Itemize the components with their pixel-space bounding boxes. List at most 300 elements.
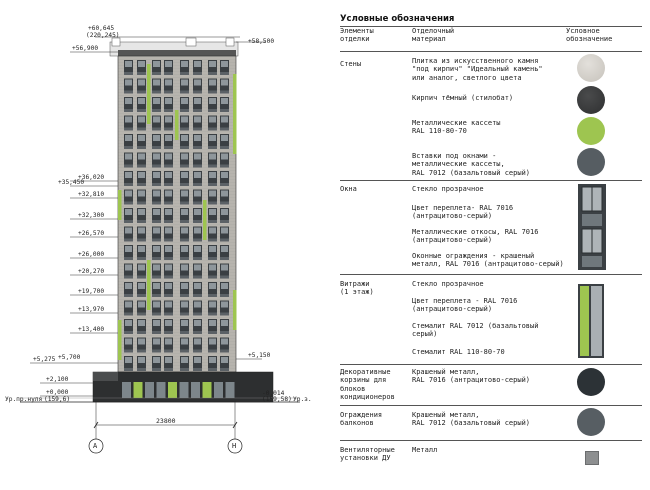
window-glass — [221, 209, 228, 215]
under-window-insert — [164, 294, 173, 297]
window-glass — [153, 117, 160, 123]
green-cassette — [147, 64, 151, 124]
under-window-insert — [164, 183, 173, 186]
legend-element-balcony-railings: Ограждения балконов — [340, 411, 383, 428]
under-window-insert — [180, 257, 189, 260]
window-glass — [194, 135, 201, 141]
roof-vent — [112, 38, 120, 46]
legend-material: Крашеный металл, RAL 7016 (антрацитово-серый) — [412, 368, 531, 385]
window-glass — [165, 61, 172, 67]
legend-material: Крашеный металл, RAL 7012 (базальтовый серый) — [412, 411, 531, 428]
window-glass — [138, 246, 145, 252]
under-window-insert — [193, 350, 202, 353]
window-glass — [153, 339, 160, 345]
window-glass — [153, 80, 160, 86]
legend-material: Стекло прозрачное — [412, 185, 484, 193]
ground-zero-abs: (159,6) — [44, 396, 71, 403]
window-glass — [138, 320, 145, 326]
level-mark: +26,000 — [78, 251, 105, 258]
window-glass — [125, 154, 132, 160]
axis-label-a: А — [93, 442, 98, 450]
under-window-insert — [124, 239, 133, 242]
window-glass — [209, 246, 216, 252]
green-cassette — [233, 290, 237, 330]
under-window-insert — [164, 109, 173, 112]
ground-zero-label: Ур.пр.нуля — [5, 396, 43, 403]
legend-panel — [340, 0, 650, 486]
level-mark: +19,700 — [78, 288, 105, 295]
window-glass — [194, 154, 201, 160]
under-window-insert — [208, 165, 217, 168]
legend-material: Стемалит RAL 7012 (базальтовый серый) — [412, 322, 539, 339]
window-glass — [165, 154, 172, 160]
window-glass — [165, 80, 172, 86]
under-window-insert — [208, 128, 217, 131]
under-window-insert — [152, 368, 161, 371]
under-window-insert — [152, 350, 161, 353]
window-glass — [125, 265, 132, 271]
under-window-insert — [152, 91, 161, 94]
under-window-insert — [193, 91, 202, 94]
window-glass — [138, 265, 145, 271]
window-glass — [138, 98, 145, 104]
under-window-insert — [152, 276, 161, 279]
under-window-insert — [124, 109, 133, 112]
under-window-insert — [124, 368, 133, 371]
window-glass — [125, 117, 132, 123]
under-window-insert — [193, 183, 202, 186]
window-glass — [221, 80, 228, 86]
window-glass — [221, 154, 228, 160]
window-glass — [221, 320, 228, 326]
swatch-green-cassette — [577, 117, 605, 145]
window-glass — [153, 320, 160, 326]
shopfront-panel — [214, 382, 223, 398]
window-glass — [138, 172, 145, 178]
under-window-insert — [208, 368, 217, 371]
under-window-insert — [164, 91, 173, 94]
under-window-insert — [124, 350, 133, 353]
window-glass — [125, 191, 132, 197]
window-glass — [181, 209, 188, 215]
window-glass — [221, 61, 228, 67]
under-window-insert — [180, 146, 189, 149]
window-glass — [181, 80, 188, 86]
window-glass — [194, 80, 201, 86]
under-window-insert — [124, 331, 133, 334]
axis-label-n: Н — [232, 442, 237, 450]
window-glass — [153, 191, 160, 197]
under-window-insert — [180, 313, 189, 316]
window-glass — [194, 172, 201, 178]
window-glass — [209, 209, 216, 215]
under-window-insert — [208, 109, 217, 112]
level-mark-lower: +0,000 — [46, 389, 69, 396]
under-window-insert — [180, 239, 189, 242]
window-glass — [125, 302, 132, 308]
window-glass — [138, 117, 145, 123]
legend-element-ac-baskets: Декоративные корзины для блоков кондиционеров — [340, 368, 395, 402]
under-window-insert — [180, 276, 189, 279]
under-window-insert — [193, 368, 202, 371]
under-window-insert — [193, 72, 202, 75]
under-window-insert — [220, 276, 229, 279]
under-window-insert — [164, 202, 173, 205]
under-window-insert — [193, 276, 202, 279]
window-glass — [221, 283, 228, 289]
under-window-insert — [220, 257, 229, 260]
under-window-insert — [124, 313, 133, 316]
window-glass — [138, 191, 145, 197]
window-glass — [138, 80, 145, 86]
window-glass — [181, 320, 188, 326]
under-window-insert — [220, 239, 229, 242]
ventilation-symbol-icon — [585, 451, 599, 465]
under-window-insert — [193, 109, 202, 112]
under-window-insert — [208, 294, 217, 297]
under-window-insert — [152, 313, 161, 316]
under-window-insert — [208, 91, 217, 94]
window-glass — [181, 135, 188, 141]
window-glass — [181, 117, 188, 123]
window-glass — [181, 61, 188, 67]
window-glass — [125, 320, 132, 326]
window-glass — [165, 117, 172, 123]
under-window-insert — [193, 220, 202, 223]
window-glass — [153, 357, 160, 363]
window-glass — [153, 228, 160, 234]
green-cassette — [147, 260, 151, 310]
ground-right-label: Ур.з. — [293, 396, 312, 403]
window-glass — [209, 154, 216, 160]
under-window-insert — [208, 202, 217, 205]
under-window-insert — [193, 257, 202, 260]
under-window-insert — [180, 72, 189, 75]
under-window-insert — [124, 202, 133, 205]
under-window-insert — [137, 128, 146, 131]
under-window-insert — [220, 72, 229, 75]
window-glass — [165, 228, 172, 234]
window-glass — [165, 339, 172, 345]
under-window-insert — [124, 72, 133, 75]
legend-material: Оконные ограждения - крашеный металл, RAL 7016 (антрацитово-серый) — [412, 252, 564, 269]
window-glass — [125, 209, 132, 215]
under-window-insert — [193, 146, 202, 149]
window-glass — [181, 339, 188, 345]
under-window-insert — [137, 368, 146, 371]
window-glass — [221, 228, 228, 234]
legend-element-glazing: Витражи (1 этаж) — [340, 280, 374, 297]
legend-material: Цвет переплета- RAL 7016 (антрацитово-серый) — [412, 204, 514, 221]
under-window-insert — [193, 313, 202, 316]
under-window-insert — [137, 109, 146, 112]
under-window-insert — [180, 91, 189, 94]
legend-material: Стемалит RAL 110-80-70 — [412, 348, 505, 356]
under-window-insert — [220, 220, 229, 223]
green-cassette — [118, 320, 122, 360]
roof-vent — [226, 38, 234, 46]
under-window-insert — [208, 146, 217, 149]
top-level-mark: +60,645 — [88, 25, 115, 32]
col-header-elements: Элементы отделки — [340, 27, 374, 44]
window-glass — [209, 117, 216, 123]
under-window-insert — [208, 331, 217, 334]
under-window-insert — [180, 331, 189, 334]
shopfront-panel — [168, 382, 177, 398]
col-header-material: Отделочный материал — [412, 27, 455, 44]
window-glass — [209, 61, 216, 67]
under-window-insert — [208, 220, 217, 223]
under-window-insert — [164, 257, 173, 260]
legend-material: Цвет переплета - RAL 7016 (антрацитово-серый) — [412, 297, 518, 314]
swatch-basalt-grey — [577, 148, 605, 176]
window-glass — [194, 191, 201, 197]
shopfront-panel — [157, 382, 166, 398]
glazing-symbol-icon — [578, 284, 604, 358]
under-window-insert — [208, 183, 217, 186]
under-window-insert — [208, 313, 217, 316]
window-glass — [125, 228, 132, 234]
under-window-insert — [164, 313, 173, 316]
under-window-insert — [124, 128, 133, 131]
window-glass — [138, 209, 145, 215]
under-window-insert — [164, 239, 173, 242]
window-glass — [221, 98, 228, 104]
under-window-insert — [137, 313, 146, 316]
swatch-anthracite — [577, 368, 605, 396]
under-window-insert — [124, 276, 133, 279]
window-glass — [194, 98, 201, 104]
shopfront-panel — [122, 382, 131, 398]
window-glass — [181, 191, 188, 197]
table-divider — [340, 405, 642, 406]
dimension-value: 23800 — [156, 417, 176, 425]
shopfront-panel — [226, 382, 235, 398]
under-window-insert — [152, 109, 161, 112]
window-glass — [209, 265, 216, 271]
under-window-insert — [180, 109, 189, 112]
under-window-insert — [180, 202, 189, 205]
under-window-insert — [124, 220, 133, 223]
shopfront-panel — [191, 382, 200, 398]
level-mark: +32,810 — [78, 191, 105, 198]
under-window-insert — [137, 165, 146, 168]
under-window-insert — [152, 146, 161, 149]
legend-material: Металлические кассеты RAL 110-80-70 — [412, 119, 501, 136]
under-window-insert — [124, 165, 133, 168]
window-glass — [221, 172, 228, 178]
under-window-insert — [137, 72, 146, 75]
window-glass — [194, 61, 201, 67]
shopfront-panel — [203, 382, 212, 398]
roof-vent — [186, 38, 196, 46]
under-window-insert — [164, 368, 173, 371]
top-level-abs: (220,245) — [86, 32, 120, 39]
under-window-insert — [220, 202, 229, 205]
window-glass — [125, 339, 132, 345]
under-window-insert — [220, 91, 229, 94]
swatch-basalt — [577, 408, 605, 436]
window-glass — [209, 228, 216, 234]
under-window-insert — [193, 128, 202, 131]
window-glass — [209, 80, 216, 86]
legend-material: Вставки под окнами - металлические кассеты, RAL 7012 (базальтовый серый) — [412, 152, 531, 177]
legend-element-windows: Окна — [340, 185, 357, 193]
window-glass — [209, 98, 216, 104]
window-glass — [138, 283, 145, 289]
window-glass — [125, 357, 132, 363]
window-glass — [165, 209, 172, 215]
window-glass — [194, 283, 201, 289]
under-window-insert — [137, 220, 146, 223]
under-window-insert — [180, 294, 189, 297]
under-window-insert — [137, 257, 146, 260]
under-window-insert — [208, 276, 217, 279]
under-window-insert — [220, 183, 229, 186]
under-window-insert — [124, 257, 133, 260]
window-glass — [153, 302, 160, 308]
under-window-insert — [193, 331, 202, 334]
window-glass — [165, 302, 172, 308]
under-window-insert — [137, 146, 146, 149]
under-window-insert — [152, 165, 161, 168]
window-glass — [181, 172, 188, 178]
window-glass — [153, 209, 160, 215]
under-window-insert — [137, 202, 146, 205]
window-glass — [181, 265, 188, 271]
window-glass — [181, 246, 188, 252]
under-window-insert — [152, 239, 161, 242]
tower-wall — [118, 56, 236, 372]
under-window-insert — [164, 350, 173, 353]
window-glass — [194, 339, 201, 345]
window-glass — [165, 246, 172, 252]
under-window-insert — [137, 239, 146, 242]
table-divider — [340, 180, 642, 181]
window-glass — [165, 98, 172, 104]
table-divider — [340, 274, 642, 275]
window-glass — [138, 228, 145, 234]
table-divider — [340, 440, 642, 441]
under-window-insert — [152, 331, 161, 334]
window-glass — [153, 283, 160, 289]
level-mark-lower: +2,100 — [46, 376, 69, 383]
under-window-insert — [137, 91, 146, 94]
window-glass — [209, 283, 216, 289]
window-glass — [165, 265, 172, 271]
window-glass — [138, 135, 145, 141]
window-glass — [221, 246, 228, 252]
legend-element-ventilation: Вентиляторные установки ДУ — [340, 446, 395, 463]
green-cassette — [233, 74, 237, 154]
under-window-insert — [137, 331, 146, 334]
green-cassette — [175, 110, 179, 140]
window-glass — [153, 98, 160, 104]
level-mark: +32,300 — [78, 212, 105, 219]
under-window-insert — [220, 368, 229, 371]
under-window-insert — [137, 276, 146, 279]
facade-elevation — [0, 0, 320, 486]
window-glass — [194, 246, 201, 252]
under-window-insert — [220, 294, 229, 297]
under-window-insert — [164, 128, 173, 131]
under-window-insert — [164, 165, 173, 168]
under-window-insert — [152, 257, 161, 260]
under-window-insert — [208, 350, 217, 353]
window-glass — [194, 320, 201, 326]
window-glass — [194, 265, 201, 271]
under-window-insert — [180, 128, 189, 131]
under-window-insert — [124, 91, 133, 94]
window-glass — [165, 191, 172, 197]
under-window-insert — [193, 294, 202, 297]
window-glass — [138, 357, 145, 363]
under-window-insert — [220, 331, 229, 334]
level-mark: +35,450 — [58, 179, 85, 186]
window-glass — [125, 135, 132, 141]
stylobate-cap — [93, 372, 118, 381]
window-glass — [194, 209, 201, 215]
under-window-insert — [164, 146, 173, 149]
window-glass — [138, 339, 145, 345]
under-window-insert — [124, 146, 133, 149]
window-glass — [221, 265, 228, 271]
level-mark-right: +5,150 — [248, 352, 271, 359]
shopfront-panel — [180, 382, 189, 398]
window-glass — [165, 283, 172, 289]
window-glass — [209, 339, 216, 345]
window-glass — [209, 191, 216, 197]
window-glass — [125, 172, 132, 178]
under-window-insert — [152, 183, 161, 186]
under-window-insert — [180, 183, 189, 186]
col-header-symbol: Условное обозначение — [566, 27, 613, 44]
window-glass — [125, 283, 132, 289]
window-glass — [125, 80, 132, 86]
window-glass — [153, 135, 160, 141]
under-window-insert — [164, 220, 173, 223]
window-glass — [181, 357, 188, 363]
under-window-insert — [220, 109, 229, 112]
swatch-dark-brick — [577, 86, 605, 114]
under-window-insert — [193, 239, 202, 242]
window-glass — [221, 117, 228, 123]
window-glass — [181, 302, 188, 308]
under-window-insert — [180, 368, 189, 371]
window-glass — [209, 302, 216, 308]
under-window-insert — [220, 350, 229, 353]
window-glass — [194, 357, 201, 363]
window-glass — [138, 154, 145, 160]
window-glass — [181, 228, 188, 234]
level-mark-lower: +5,275 — [33, 356, 56, 363]
window-glass — [209, 135, 216, 141]
window-glass — [221, 302, 228, 308]
under-window-insert — [180, 350, 189, 353]
window-glass — [209, 320, 216, 326]
table-divider — [340, 51, 642, 52]
window-glass — [153, 265, 160, 271]
green-cassette — [203, 200, 207, 240]
legend-material: Стекло прозрачное — [412, 280, 484, 288]
under-window-insert — [124, 183, 133, 186]
legend-material: Кирпич тёмный (стилобат) — [412, 94, 514, 102]
under-window-insert — [137, 183, 146, 186]
window-glass — [125, 61, 132, 67]
shopfront-panel — [134, 382, 143, 398]
window-glass — [221, 339, 228, 345]
legend-title: Условные обозначения — [340, 14, 455, 24]
